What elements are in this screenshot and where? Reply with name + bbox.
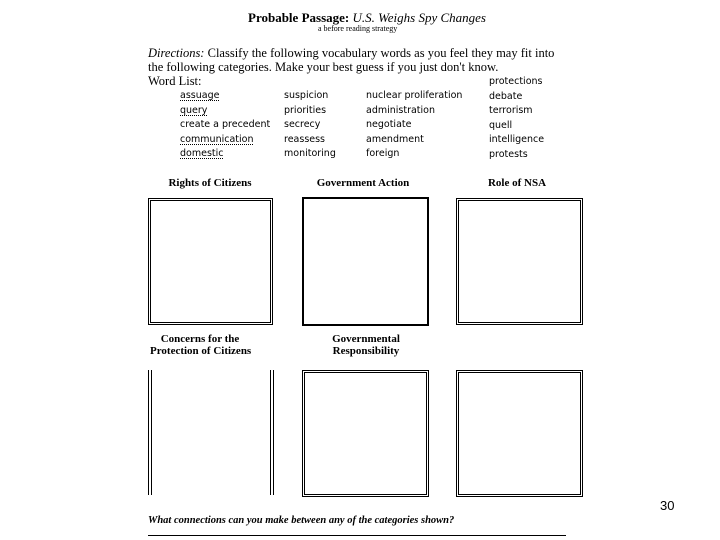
category-box-gov-responsibility (302, 370, 429, 497)
concerns-line-1: Concerns for the (160, 333, 240, 345)
category-box-blank (456, 370, 583, 497)
word: nuclear proliferation (366, 90, 463, 101)
word: suspicion (284, 90, 329, 101)
word-column-2 (284, 89, 336, 162)
title-label: Probable Passage: (248, 10, 350, 25)
word-column-4 (489, 75, 544, 162)
word: reassess (284, 133, 326, 145)
word: domestic (180, 148, 224, 159)
word: foreign (366, 148, 400, 159)
word: intelligence (489, 134, 545, 145)
directions (148, 46, 568, 74)
word: protections (489, 76, 543, 87)
govresp-line-1: Governmental (332, 333, 400, 345)
word: amendment (366, 133, 424, 145)
word-column-3 (366, 89, 462, 162)
category-heading-nsa: Role of NSA (487, 177, 547, 189)
page-subtitle: a before reading strategy (318, 24, 398, 33)
open-box-left-edge-inner (151, 370, 152, 495)
govresp-line-2: Responsibility (332, 345, 400, 357)
word: protests (489, 148, 528, 160)
category-box-rights (148, 198, 273, 325)
word: secrecy (284, 119, 321, 130)
category-box-government-action (302, 197, 429, 326)
word: monitoring (284, 148, 336, 159)
directions-text: Classify the following vocabulary words as you feel they may fit into the following categories. Make your best guess if you just don't know. (148, 46, 555, 74)
category-heading-concerns (150, 333, 250, 357)
word-column-1 (180, 89, 270, 162)
word: negotiate (366, 119, 412, 130)
word: assuage (180, 90, 220, 101)
word: quell (489, 119, 513, 131)
category-heading-government-action: Government Action (316, 177, 410, 189)
open-box-right-edge-outer (273, 370, 274, 495)
open-box-left-edge (148, 370, 149, 495)
word: debate (489, 90, 523, 102)
category-heading-gov-responsibility (316, 333, 416, 357)
word: priorities (284, 104, 327, 116)
concerns-line-2: Protection of Citizens (150, 345, 252, 357)
open-box-right-edge (270, 370, 271, 495)
word-list-label: Word List: (148, 74, 202, 88)
word: terrorism (489, 105, 533, 116)
directions-label: Directions: (148, 46, 205, 60)
word: communication (180, 133, 254, 145)
answer-line (148, 535, 566, 536)
title-italic: U.S. Weighs Spy Changes (352, 10, 486, 25)
slide-number: 30 (660, 498, 675, 513)
category-box-nsa (456, 198, 583, 325)
connections-question: What connections can you make between any of the categories shown? (148, 515, 455, 526)
word: create a precedent (180, 119, 271, 130)
word: query (180, 104, 208, 116)
category-heading-rights: Rights of Citizens (168, 177, 252, 189)
word: administration (366, 104, 436, 116)
